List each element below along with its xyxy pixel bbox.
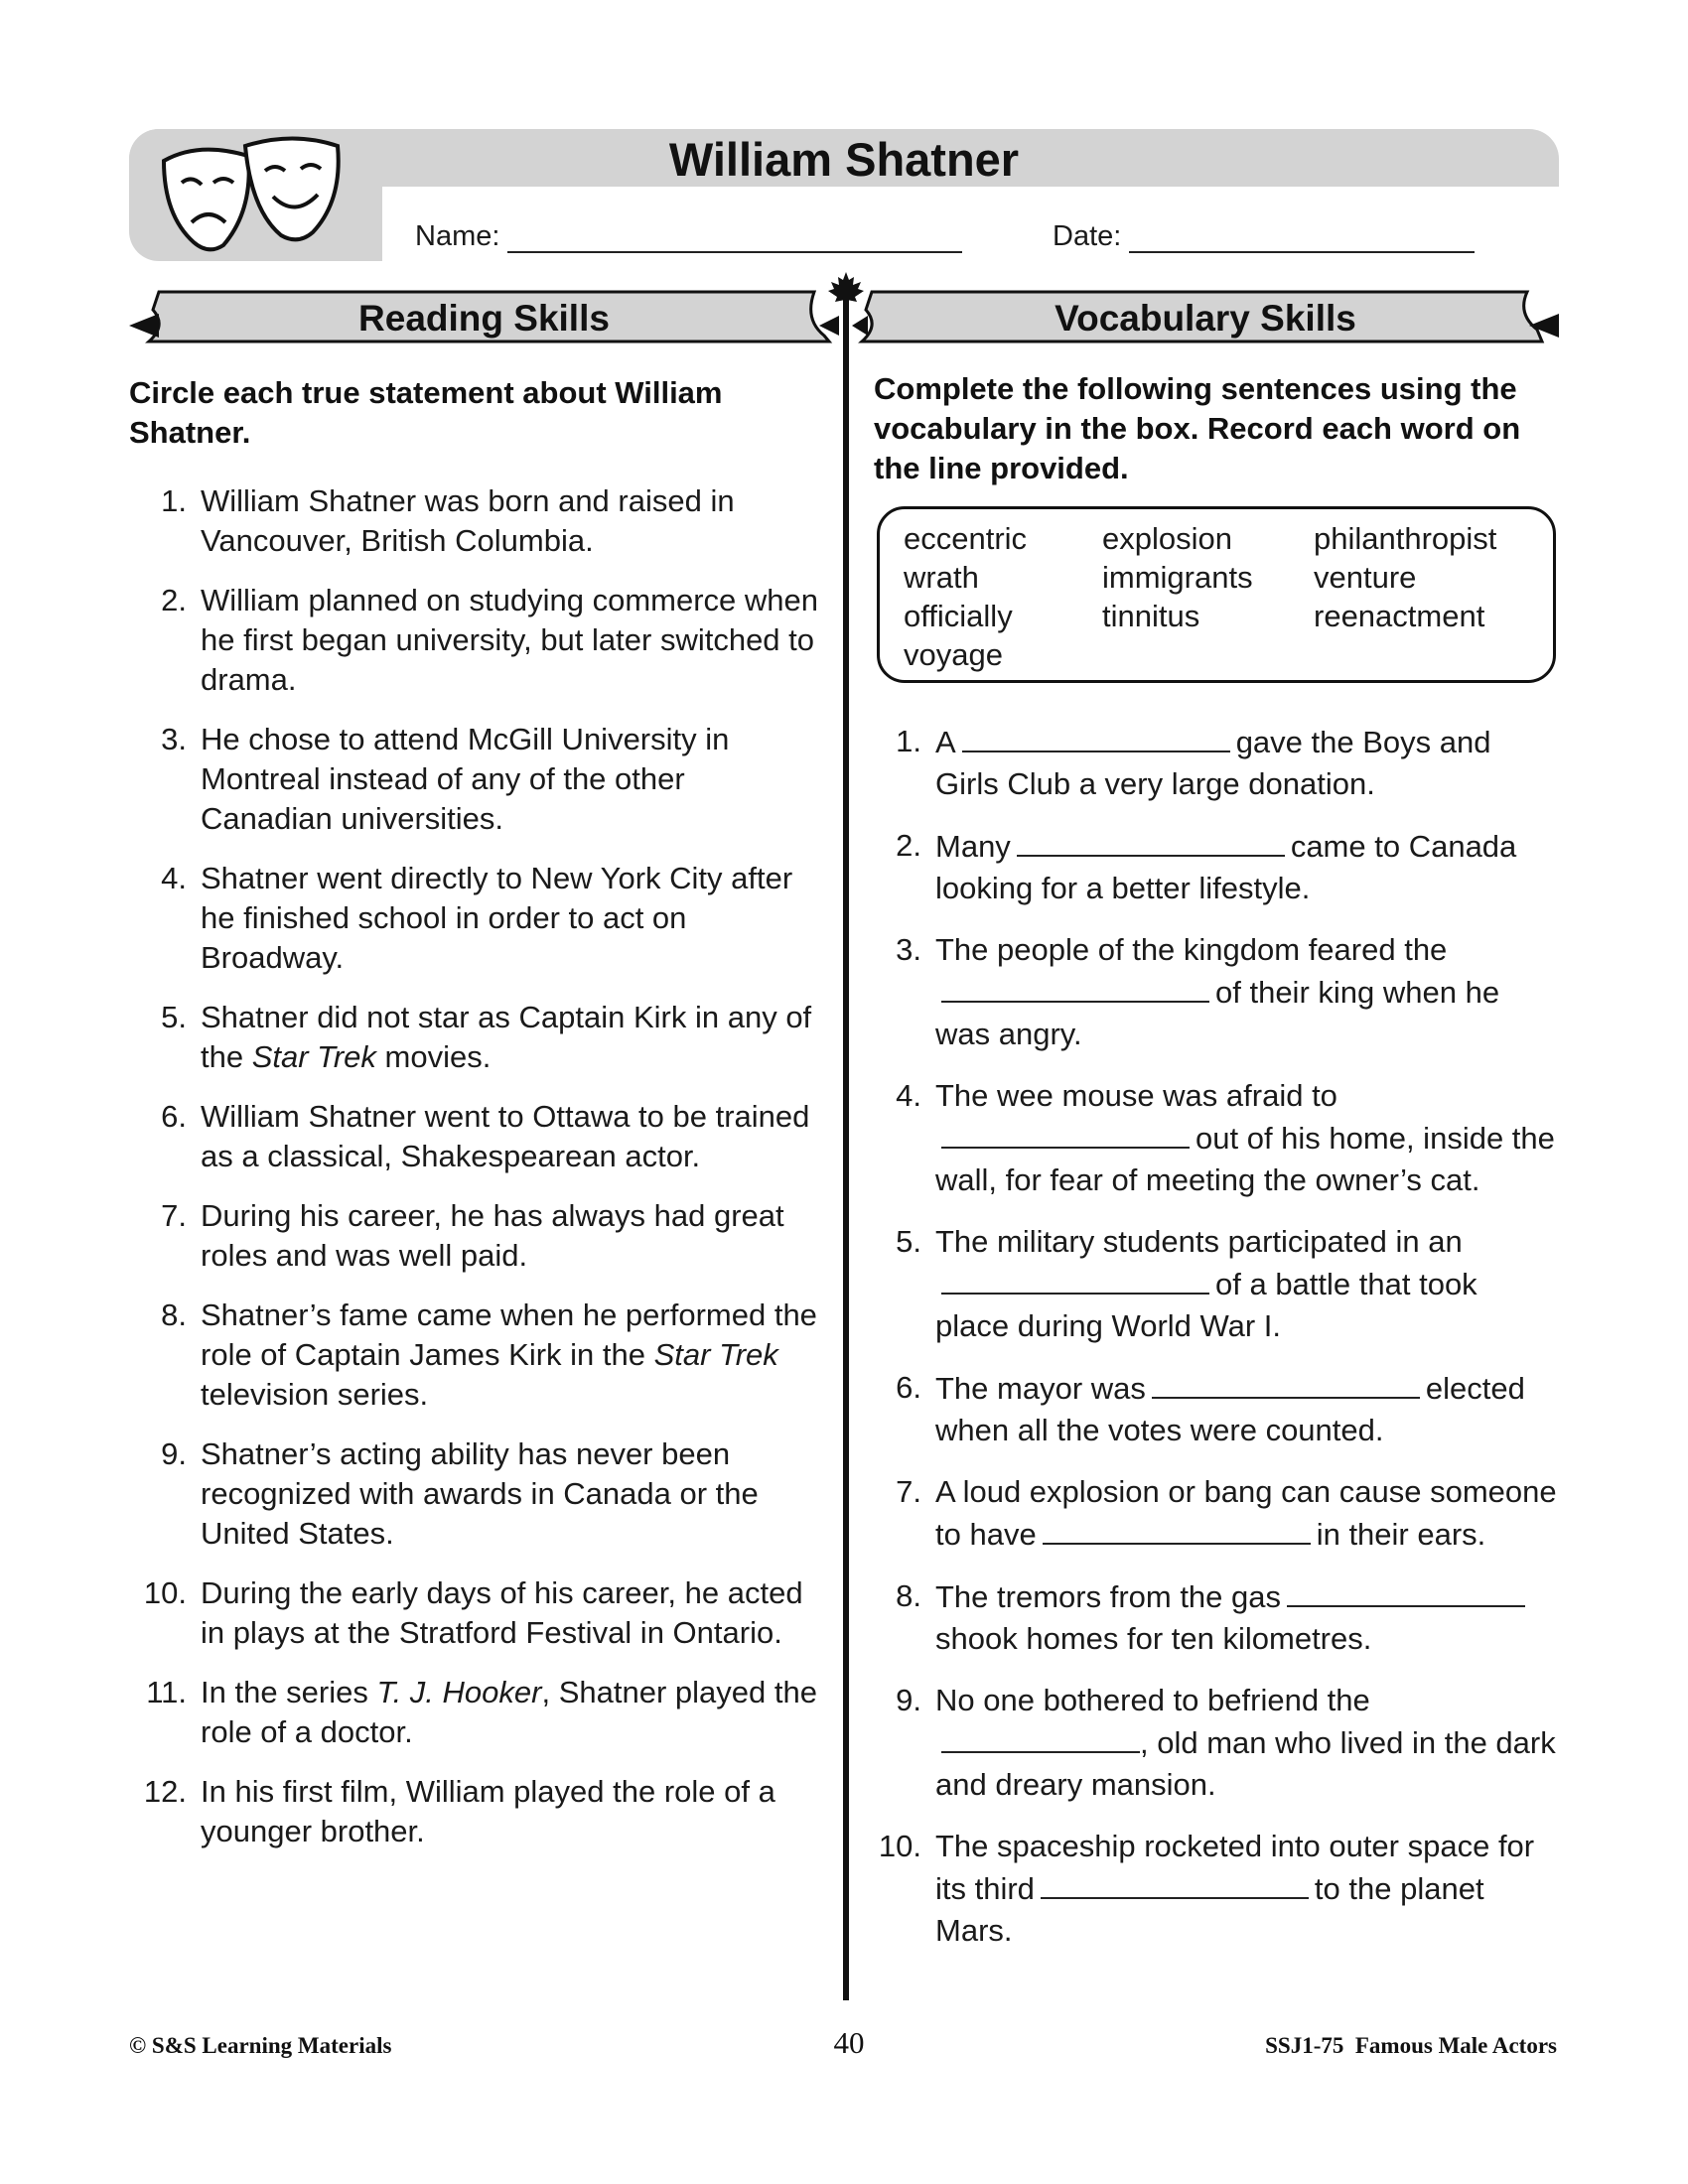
statement-item[interactable]: 9. Shatner’s acting ability has never been recognized with awards in Canada or the United States. xyxy=(161,1436,759,1551)
reading-skills-banner xyxy=(129,286,839,353)
vocab-word: explosion xyxy=(1102,521,1232,556)
statement-item[interactable]: 5. Shatner did not star as Captain Kirk in any of the Star Trek movies. xyxy=(161,1000,812,1074)
date-label: Date: xyxy=(1053,220,1122,252)
vocab-word: officially xyxy=(904,599,1013,633)
vocabulary-word-box xyxy=(877,506,1556,683)
vocabulary-skills-heading: Vocabulary Skills xyxy=(1055,298,1356,339)
statement-item[interactable]: 8. Shatner’s fame came when he performed the role of Captain James Kirk in the Star Trek television series. xyxy=(161,1297,817,1412)
date-field[interactable] xyxy=(1053,220,1475,253)
word-column-1 xyxy=(904,519,1027,674)
reading-statements xyxy=(139,481,824,1871)
vocab-word: eccentric xyxy=(904,521,1028,556)
word-column-2 xyxy=(1102,519,1253,635)
statement-item[interactable]: 3. He chose to attend McGill University in Montreal instead of any of the other Canadian universities. xyxy=(161,722,730,836)
vocab-word: venture xyxy=(1314,560,1417,595)
statement-item[interactable]: 12. In his first film, William played the role of a younger brother. xyxy=(143,1774,775,1848)
vocab-word: reenactment xyxy=(1314,599,1485,633)
answer-blank[interactable] xyxy=(941,1721,1140,1753)
column-divider xyxy=(843,298,849,2000)
answer-blank[interactable] xyxy=(941,1263,1209,1295)
theatre-masks-icon xyxy=(154,131,362,260)
statement-item[interactable]: 10. During the early days of his career, he acted in plays at the Stratford Festival in Ontario. xyxy=(143,1575,803,1650)
vocab-word: voyage xyxy=(904,637,1003,672)
vocab-word: wrath xyxy=(904,560,979,595)
answer-blank[interactable] xyxy=(1152,1367,1420,1399)
sentence-item: 10. The spaceship rocketed into outer space for its third to the planet Mars. xyxy=(878,1829,1535,1948)
reading-instruction: Circle each true statement about William Shatner. xyxy=(129,375,723,450)
sentence-item: 6. The mayor was elected when all the votes were counted. xyxy=(874,1367,1559,1451)
sentence-item: 1. A gave the Boys and Girls Club a very large donation. xyxy=(874,721,1559,805)
vocab-word: immigrants xyxy=(1102,560,1253,595)
sentence-item: 8. The tremors from the gasshook homes for ten kilometres. xyxy=(874,1575,1559,1660)
name-line[interactable] xyxy=(507,223,962,253)
reading-skills-heading: Reading Skills xyxy=(358,298,610,339)
page-title: William Shatner xyxy=(668,133,1020,186)
answer-blank[interactable] xyxy=(962,721,1230,752)
page-number: 40 xyxy=(833,2025,865,2060)
vocab-word: tinnitus xyxy=(1102,599,1200,633)
name-label: Name: xyxy=(415,220,500,252)
sentence-item: 2. Many came to Canada looking for a better lifestyle. xyxy=(874,825,1559,909)
vocabulary-skills-banner xyxy=(852,286,1559,353)
answer-blank[interactable] xyxy=(941,971,1209,1003)
statement-item[interactable]: 6. William Shatner went to Ottawa to be trained as a classical, Shakespearean actor. xyxy=(161,1099,810,1173)
answer-blank[interactable] xyxy=(1041,1867,1309,1899)
vocabulary-instruction: Complete the following sentences using the vocabulary in the box. Record each word on the line provided. xyxy=(874,371,1521,485)
footer-book-title: SSJ1-75 Famous Male Actors xyxy=(1265,2033,1557,2058)
statement-item[interactable]: 4. Shatner went directly to New York City after he finished school in order to act on Broadway. xyxy=(161,861,793,975)
sentence-item: 9. No one bothered to befriend the, old man who lived in the dark and dreary mansion. xyxy=(896,1683,1556,1802)
answer-blank[interactable] xyxy=(1287,1575,1525,1607)
maple-leaf-icon xyxy=(826,270,866,310)
sentence-item: 4. The wee mouse was afraid toout of his home, inside the wall, for fear of meeting the owner’s cat. xyxy=(896,1078,1555,1197)
statement-item[interactable]: 1. William Shatner was born and raised in Vancouver, British Columbia. xyxy=(161,483,735,558)
vocabulary-sentences xyxy=(874,721,1559,1952)
date-line[interactable] xyxy=(1129,223,1475,253)
sentence-item: 7. A loud explosion or bang can cause someone to have in their ears. xyxy=(896,1474,1557,1552)
name-field[interactable] xyxy=(415,220,962,253)
answer-blank[interactable] xyxy=(1017,825,1285,857)
statement-item[interactable]: 2. William planned on studying commerce when he first began university, but later switched to drama. xyxy=(161,583,819,697)
word-column-3 xyxy=(1314,519,1496,635)
vocab-word: philanthropist xyxy=(1314,521,1497,556)
answer-blank[interactable] xyxy=(941,1117,1190,1149)
sentence-item: 5. The military students participated in anof a battle that took place during World War I. xyxy=(896,1224,1477,1343)
statement-item[interactable]: 7. During his career, he has always had great roles and was well paid. xyxy=(161,1198,784,1273)
sentence-item: 3. The people of the kingdom feared theof their king when he was angry. xyxy=(896,932,1500,1051)
footer-copyright: © S&S Learning Materials xyxy=(129,2033,392,2058)
statement-item[interactable]: 11. In the series T. J. Hooker, Shatner played the role of a doctor. xyxy=(146,1675,817,1749)
answer-blank[interactable] xyxy=(1043,1513,1311,1545)
